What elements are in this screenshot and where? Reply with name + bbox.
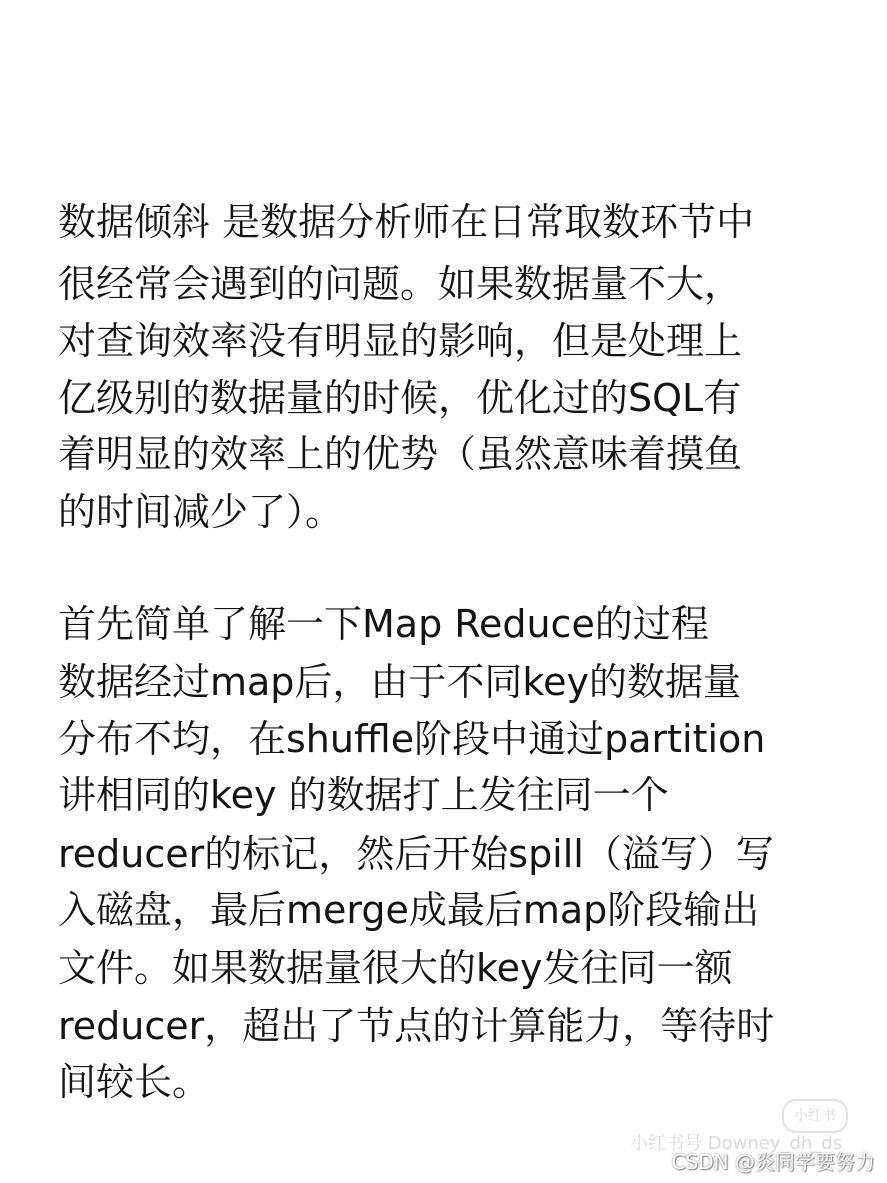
- xiaohongshu-account-watermark: 小红书号 Downey_dh_ds: [630, 1133, 843, 1154]
- text-line: 间较长。: [58, 1060, 211, 1104]
- text-line: 数据经过map后，由于不同key的数据量: [58, 660, 741, 704]
- text-line: 数据倾斜 是数据分析师在日常取数环节中: [58, 200, 755, 244]
- text-line: 亿级别的数据量的时候，优化过的SQL有: [58, 376, 742, 420]
- text-line: reducer的标记，然后开始spill（溢写）写: [58, 832, 774, 876]
- text-line: reducer，超出了节点的计算能力，等待时: [58, 1004, 775, 1048]
- text-line: 入磁盘，最后merge成最后map阶段输出: [58, 888, 760, 932]
- text-line: 文件。如果数据量很大的key发往同一额: [58, 946, 733, 990]
- text-line: 着明显的效率上的优势（虽然意味着摸鱼: [58, 432, 743, 476]
- text-line: 分布不均，在shuffle阶段中通过partition: [58, 717, 766, 761]
- text-line: 首先简单了解一下Map Reduce的过程: [58, 602, 709, 646]
- xiaohongshu-logo-watermark: 小红书: [782, 1099, 848, 1133]
- text-line: 对查询效率没有明显的影响，但是处理上: [58, 319, 743, 363]
- csdn-watermark: CSDN @炎同学要努力: [671, 1150, 875, 1174]
- text-line: 的时间减少了）。: [58, 490, 344, 534]
- text-line: 很经常会遇到的问题。如果数据量不大，: [58, 262, 743, 306]
- text-line: 讲相同的key 的数据打上发往同一个: [58, 773, 669, 817]
